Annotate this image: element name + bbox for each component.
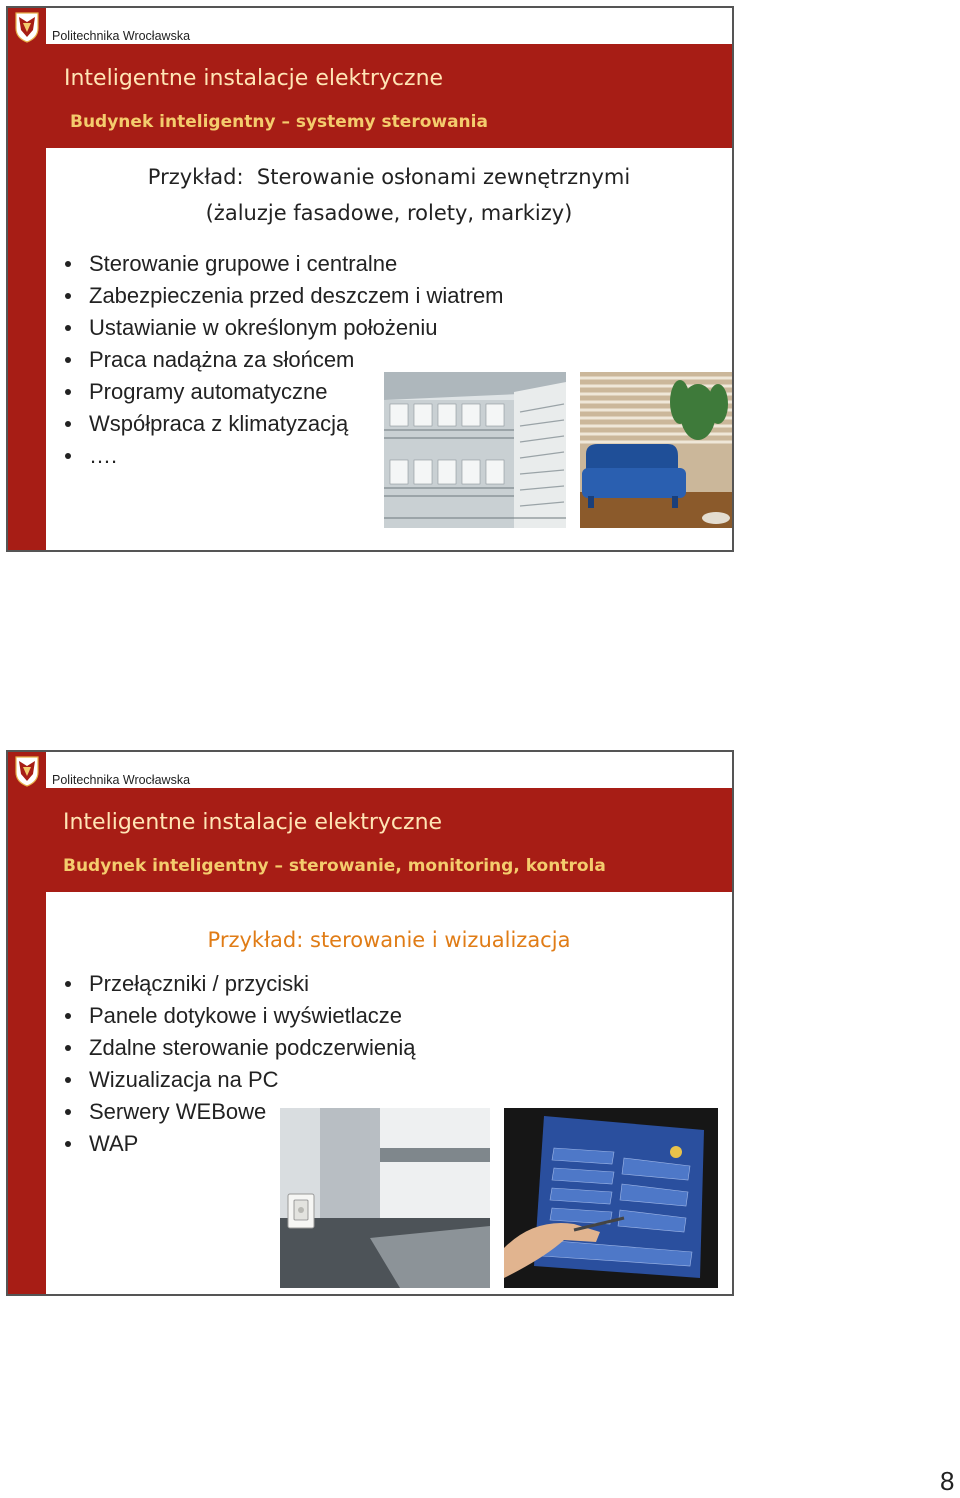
list-item: Serwery WEBowe [62,1096,416,1128]
slide-1 [6,6,734,552]
bullet-dot [65,357,71,363]
bullet-dot [65,453,71,459]
side-bar [8,752,46,1294]
slide-2 [6,750,734,1296]
example-title-line-1: Przykład: Sterowanie osłonami zewnętrznymi [147,165,631,189]
bullet-dot [65,421,71,427]
logo-strip [46,8,732,44]
bullet-dot [65,1109,71,1115]
list-item: Praca nadążna za słońcem [62,344,504,376]
list-item: Współpraca z klimatyzacją [62,408,504,440]
list-item: WAP [62,1128,416,1160]
bullet-dot [65,325,71,331]
example-title: Przykład: sterowanie i wizualizacja [207,928,571,952]
list-item: Programy automatyczne [62,376,504,408]
slide-subtitle: Budynek inteligentny – sterowanie, monitoring, kontrola [63,856,606,876]
header-band [46,44,732,148]
slide-title: Inteligentne instalacje elektryczne [64,66,444,91]
list-item: Sterowanie grupowe i centralne [62,248,504,280]
bullet-dot [65,1045,71,1051]
bullet-dot [65,293,71,299]
university-logo [8,8,46,44]
bullet-dot [65,261,71,267]
bullet-dot [65,389,71,395]
example-title-line-2: (żaluzje fasadowe, rolety, markizy) [205,201,573,225]
list-item: Panele dotykowe i wyświetlacze [62,1000,416,1032]
wall-switch-photo [280,1108,490,1288]
side-bar [8,8,46,550]
university-name: Politechnika Wrocławska [52,773,191,787]
slide-subtitle: Budynek inteligentny – systemy sterowania [70,112,488,132]
page-number: 8 [940,1466,955,1496]
facade-blinds-photo [384,372,566,528]
interior-blinds-photo [580,372,734,528]
header-band [46,788,732,892]
logo-strip [46,752,732,788]
example-title [46,159,732,231]
bullet-dot [65,1013,71,1019]
slide-title: Inteligentne instalacje elektryczne [63,810,443,835]
list-item: Zdalne sterowanie podczerwienią [62,1032,416,1064]
list-item: Przełączniki / przyciski [62,968,416,1000]
bullet-dot [65,1141,71,1147]
university-logo [8,752,46,788]
list-item: Wizualizacja na PC [62,1064,416,1096]
bullet-dot [65,981,71,987]
list-item: Ustawianie w określonym położeniu [62,312,504,344]
touch-panel-photo [504,1108,718,1288]
list-item: Zabezpieczenia przed deszczem i wiatrem [62,280,504,312]
university-name: Politechnika Wrocławska [52,29,191,43]
bullet-dot [65,1077,71,1083]
list-item: …. [62,440,504,472]
